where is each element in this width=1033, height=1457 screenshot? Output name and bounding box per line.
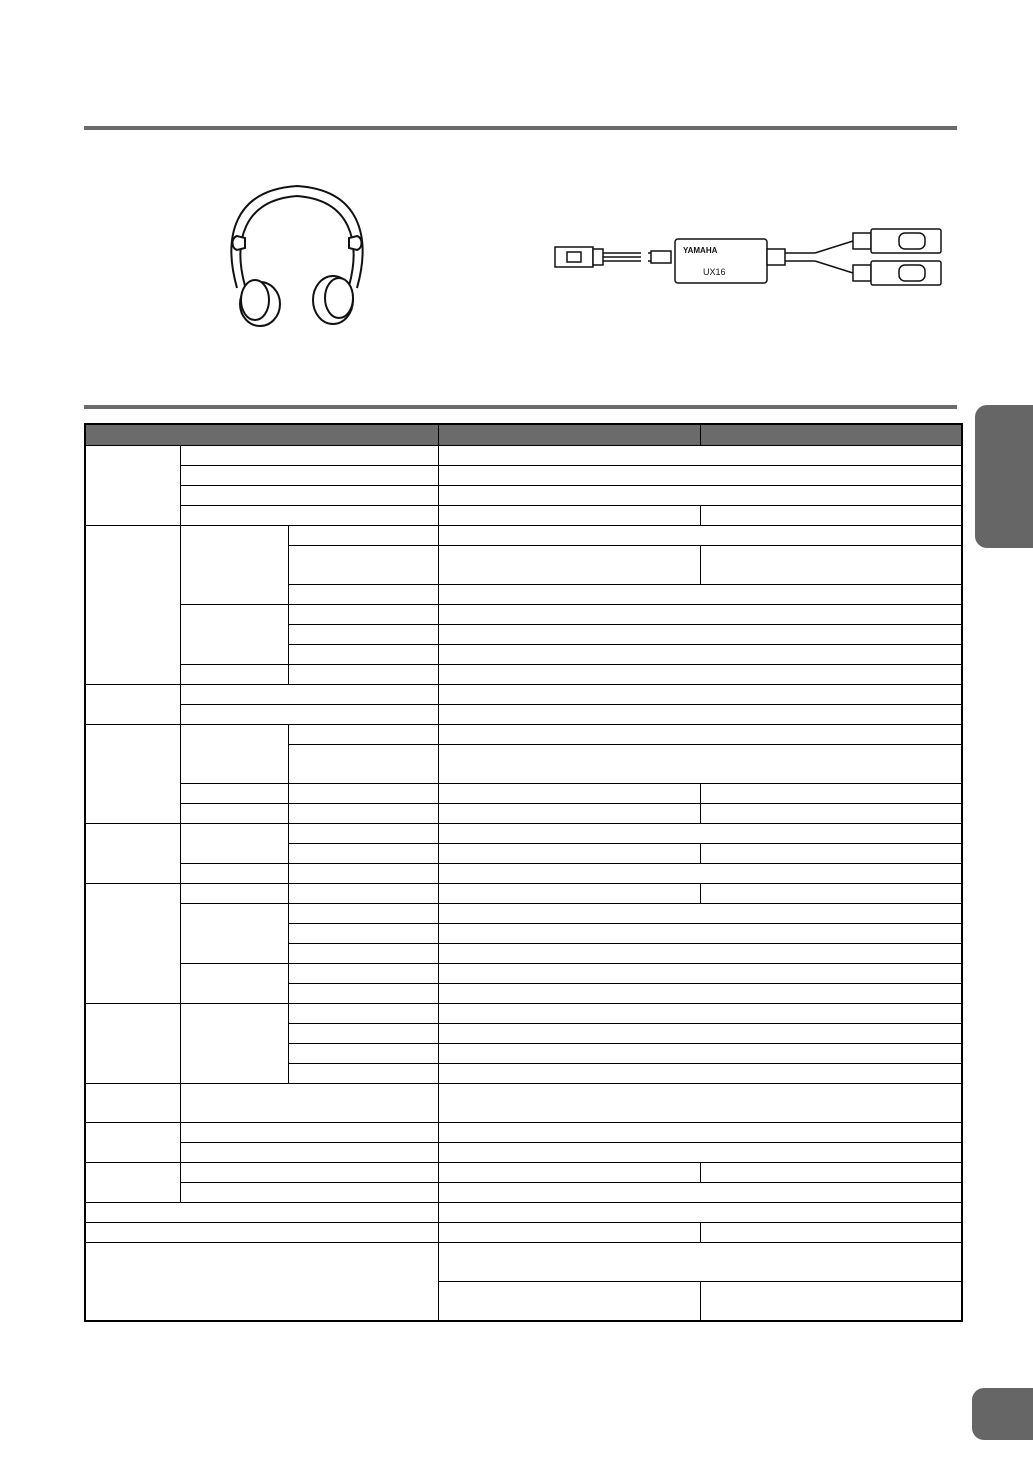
table-cell <box>180 605 288 665</box>
table-cell <box>180 824 288 864</box>
page-number-tab <box>972 1388 1033 1440</box>
table-cell <box>438 645 962 665</box>
table-cell <box>180 1004 288 1084</box>
table-cell <box>438 605 962 625</box>
section-side-tab <box>975 405 1033 548</box>
table-cell <box>288 844 438 864</box>
table-header-cell <box>438 424 700 446</box>
table-cell <box>438 1203 962 1223</box>
table-cell <box>438 964 962 984</box>
table-cell <box>288 984 438 1004</box>
table-cell <box>180 1143 438 1163</box>
table-cell <box>288 964 438 984</box>
table-cell <box>288 904 438 924</box>
table-row <box>85 784 962 804</box>
table-cell <box>438 844 700 864</box>
table-cell <box>180 446 438 466</box>
section-rule-top <box>84 126 957 130</box>
table-row <box>85 665 962 685</box>
table-cell <box>288 924 438 944</box>
table-cell <box>85 1004 180 1084</box>
table-cell <box>288 1004 438 1024</box>
table-row <box>85 1183 962 1203</box>
table-cell <box>438 1282 700 1322</box>
table-cell <box>700 844 962 864</box>
table-cell <box>180 1183 438 1203</box>
table-row <box>85 824 962 844</box>
table-cell <box>700 546 962 585</box>
table-row <box>85 1243 962 1282</box>
headphones-icon <box>215 178 380 330</box>
table-cell <box>438 824 962 844</box>
table-header-row <box>85 424 962 446</box>
table-row <box>85 1163 962 1183</box>
table-cell <box>438 1223 700 1243</box>
table-cell <box>438 705 962 725</box>
table-cell <box>85 824 180 884</box>
table-cell <box>288 804 438 824</box>
usb-midi-cable-illustration <box>553 225 948 290</box>
table-cell <box>288 605 438 625</box>
table-cell <box>438 585 962 605</box>
table-cell <box>85 725 180 824</box>
table-cell <box>180 884 288 904</box>
table-cell <box>180 964 288 1004</box>
table-row <box>85 1084 962 1123</box>
table-cell <box>85 685 180 725</box>
table-cell <box>85 446 180 526</box>
section-rule-middle <box>84 405 957 409</box>
table-cell <box>288 645 438 665</box>
table-cell <box>438 1044 962 1064</box>
table-cell <box>438 1004 962 1024</box>
table-cell <box>700 1223 962 1243</box>
table-cell <box>438 884 700 904</box>
table-cell <box>288 725 438 745</box>
table-cell <box>288 1044 438 1064</box>
table-cell <box>180 864 288 884</box>
table-cell <box>180 904 288 964</box>
table-cell <box>438 1064 962 1084</box>
table-cell <box>288 784 438 804</box>
table-row <box>85 605 962 625</box>
table-cell <box>85 1223 438 1243</box>
svg-text:UX16: UX16 <box>703 267 726 277</box>
table-cell <box>85 526 180 685</box>
svg-text:YAMAHA: YAMAHA <box>683 246 718 255</box>
table-row <box>85 526 962 546</box>
table-cell <box>180 725 288 784</box>
table-cell <box>288 665 438 685</box>
table-cell <box>438 526 962 546</box>
table-cell <box>180 665 288 685</box>
table-cell <box>438 904 962 924</box>
table-cell <box>180 466 438 486</box>
table-cell <box>288 585 438 605</box>
table-cell <box>85 1243 438 1322</box>
table-cell <box>180 685 438 705</box>
table-cell <box>438 546 700 585</box>
table-cell <box>180 784 288 804</box>
table-cell <box>438 486 962 506</box>
table-row <box>85 804 962 824</box>
table-row <box>85 964 962 984</box>
table-row <box>85 884 962 904</box>
table-cell <box>438 1123 962 1143</box>
table-row <box>85 466 962 486</box>
table-row <box>85 705 962 725</box>
table-cell <box>288 824 438 844</box>
table-cell <box>438 506 700 526</box>
table-cell <box>700 1163 962 1183</box>
table-row <box>85 685 962 705</box>
table-cell <box>288 546 438 585</box>
table-cell <box>85 1084 180 1123</box>
table-cell <box>288 625 438 645</box>
table-cell <box>288 864 438 884</box>
table-cell <box>438 446 962 466</box>
table-cell <box>85 1123 180 1163</box>
table-row <box>85 506 962 526</box>
table-cell <box>180 526 288 605</box>
table-cell <box>700 784 962 804</box>
table-cell <box>85 884 180 1004</box>
table-cell <box>438 466 962 486</box>
table-cell <box>438 1243 962 1282</box>
table-cell <box>438 804 700 824</box>
table-cell <box>438 1183 962 1203</box>
table-cell <box>438 1024 962 1044</box>
table-cell <box>438 725 962 745</box>
table-cell <box>438 944 962 964</box>
table-cell <box>438 665 962 685</box>
specifications-table <box>84 423 963 1322</box>
table-cell <box>438 924 962 944</box>
table-cell <box>288 884 438 904</box>
table-cell <box>438 1143 962 1163</box>
table-cell <box>180 705 438 725</box>
table-row <box>85 1203 962 1223</box>
table-row <box>85 904 962 924</box>
table-cell <box>438 685 962 705</box>
table-row <box>85 725 962 745</box>
table-cell <box>438 625 962 645</box>
table-cell <box>288 745 438 784</box>
table-cell <box>180 506 438 526</box>
table-row <box>85 1123 962 1143</box>
table-header-cell <box>700 424 962 446</box>
table-cell <box>288 1024 438 1044</box>
table-row <box>85 864 962 884</box>
table-cell <box>438 984 962 1004</box>
table-cell <box>288 944 438 964</box>
table-cell <box>438 864 962 884</box>
table-cell <box>438 1163 700 1183</box>
usb-midi-cable-icon <box>553 225 948 290</box>
table-row <box>85 1004 962 1024</box>
table-cell <box>180 1163 438 1183</box>
table-row <box>85 1223 962 1243</box>
table-cell <box>700 1282 962 1322</box>
table-cell <box>180 486 438 506</box>
table-cell <box>180 1084 438 1123</box>
table-cell <box>438 1084 962 1123</box>
table-cell <box>438 784 700 804</box>
headphones-illustration <box>215 178 380 330</box>
table-cell <box>180 1123 438 1143</box>
table-row <box>85 1143 962 1163</box>
table-cell <box>438 745 962 784</box>
table-row <box>85 446 962 466</box>
table-cell <box>85 1203 438 1223</box>
table-row <box>85 486 962 506</box>
table-cell <box>700 884 962 904</box>
table-cell <box>700 506 962 526</box>
table-cell <box>700 804 962 824</box>
table-header-cell <box>85 424 438 446</box>
table-cell <box>180 804 288 824</box>
table-cell <box>288 1064 438 1084</box>
table-cell <box>85 1163 180 1203</box>
table-cell <box>288 526 438 546</box>
